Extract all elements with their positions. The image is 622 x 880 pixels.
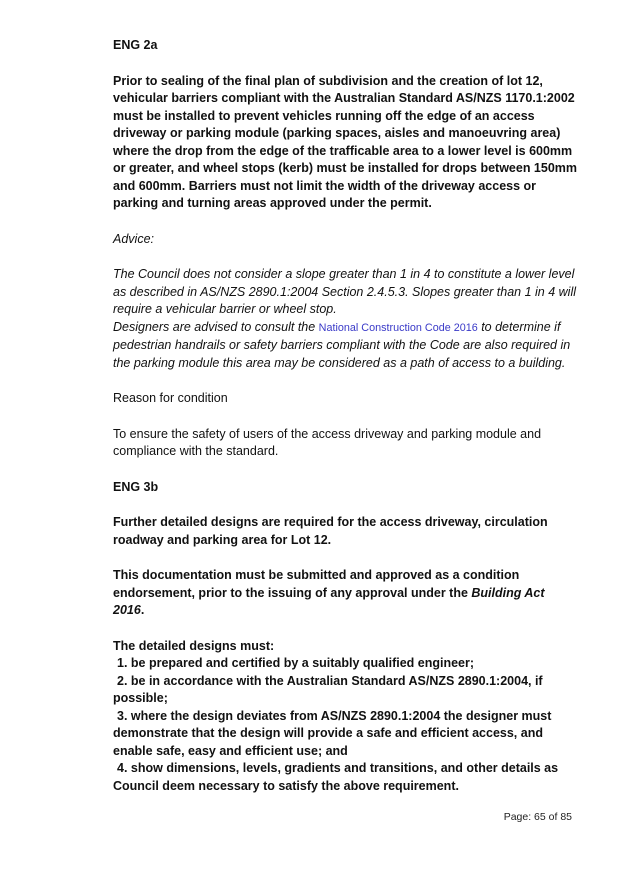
list-item-4: 4. show dimensions, levels, gradients and transitions, and other details as Council deem necessary to satisfy the above requirement.	[113, 761, 559, 793]
condition-body-eng3b-documentation	[113, 567, 577, 620]
advice-designers-text-after: to determine if pedestrian handrails or safety barriers compliant with the Code are also required in the parking module this area may be considered as a path of access to a building.	[113, 319, 571, 370]
document-content	[113, 37, 577, 813]
list-item-3: 3. where the design deviates from AS/NZS 2890.1:2004 the designer must demonstrate that the design will provide a safe and efficient access, and enable safe, easy and efficient use; and	[113, 708, 552, 758]
advice-label: Advice:	[113, 231, 154, 246]
reason-for-condition-label: Reason for condition	[113, 391, 228, 405]
advice-paragraph-designers	[113, 319, 577, 373]
condition-body-eng3b-designs: Further detailed designs are required for the access driveway, circulation roadway and parking area for Lot 12.	[113, 515, 548, 547]
detailed-designs-list	[113, 638, 577, 796]
condition-heading-eng2a: ENG 2a	[113, 38, 158, 52]
condition-body-eng2a: Prior to sealing of the final plan of subdivision and the creation of lot 12, vehicular barriers compliant with the Australian Standard AS/NZS 1170.1:2002 must be installed to prevent vehicles running off the edge of an access driveway or parking module (parking spaces, aisles and manoeuvring area) where the drop from the edge of the trafficable area to a lower level is 600mm or greater, and wheel stops (kerb) must be installed for drops between 150mm and 600mm. Barriers must not limit the width of the driveway access or parking and turning areas approved under the permit.	[113, 73, 578, 210]
advice-paragraphs	[113, 266, 577, 372]
list-item-1: 1. be prepared and certified by a suitably qualified engineer;	[117, 656, 475, 670]
page-number-indicator: Page: 65 of 85	[503, 811, 572, 823]
advice-paragraph-slope: The Council does not consider a slope greater than 1 in 4 to constitute a lower level as described in AS/NZS 2890.1:2004 Section 2.4.5.3. Slopes greater than 1 in 4 will require a vehicular barrier or wheel stop.	[113, 267, 577, 316]
condition-heading-eng3b: ENG 3b	[113, 479, 159, 494]
reason-for-condition-body: To ensure the safety of users of the access driveway and parking module and compliance with the standard.	[113, 426, 542, 458]
national-construction-code-link[interactable]: National Construction Code 2016	[318, 321, 478, 334]
documentation-text-before: This documentation must be submitted and approved as a condition endorsement, prior to the issuing of any approval under the	[113, 568, 520, 600]
building-act-title: Building Act 2016	[113, 585, 545, 617]
advice-designers-text-before: Designers are advised to consult the	[113, 319, 319, 334]
documentation-text-after: .	[140, 603, 145, 617]
list-item-2: 2. be in accordance with the Australian Standard AS/NZS 2890.1:2004, if possible;	[113, 673, 543, 705]
detailed-designs-list-intro: The detailed designs must:	[113, 638, 275, 653]
